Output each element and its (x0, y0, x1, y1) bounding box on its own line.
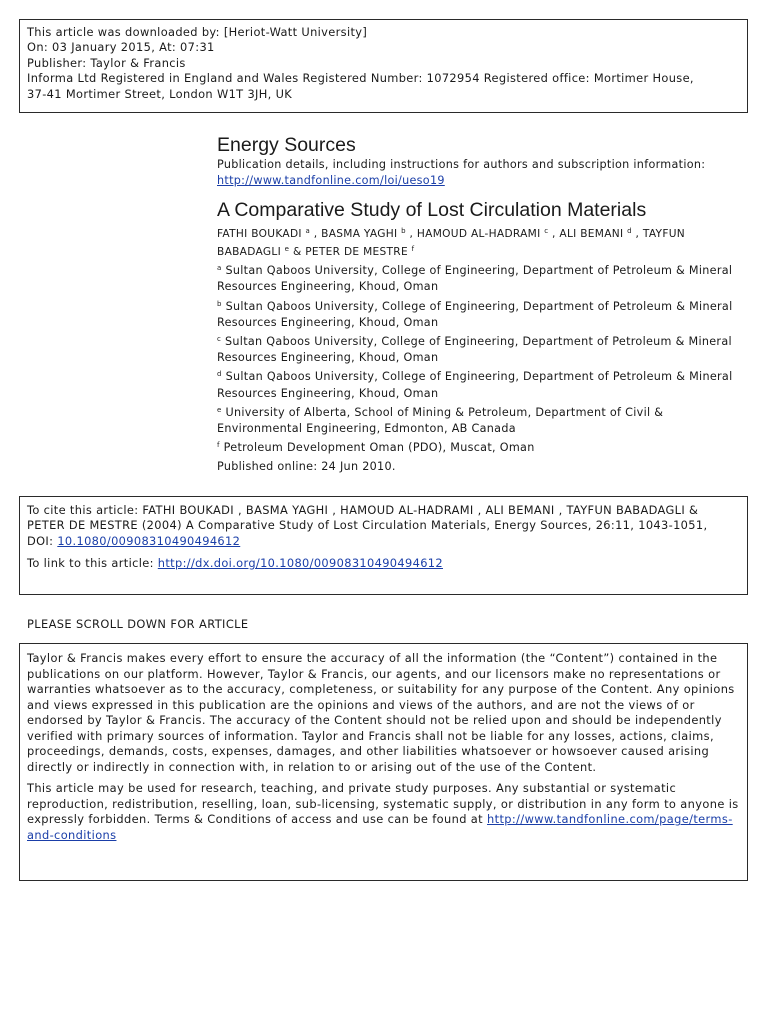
citation-box (19, 496, 748, 595)
affiliation-list (217, 263, 747, 456)
article-header (217, 133, 747, 475)
affiliation-item (217, 334, 747, 366)
terms-conditions-link[interactable]: http://www.tandfonline.com/page/terms-and-conditions (27, 812, 733, 843)
author-name: TAYFUN BABADAGLI (217, 228, 685, 259)
author-affiliation-marker: e (284, 245, 290, 254)
affiliation-text: Sultan Qaboos University, College of Engineering, Department of Petroleum & Mineral Resources Engineering, Khoud, Oman (217, 335, 732, 365)
author-name: HAMOUD AL-HADRAMI (416, 228, 541, 241)
disclaimer-box (19, 643, 748, 881)
author-name: BASMA YAGHI (321, 228, 398, 241)
article-title: A Comparative Study of Lost Circulation Materials (217, 199, 647, 222)
terms-text: This article may be used for research, teaching, and private study purposes. Any substantial or systematic reproduction, redistribution, reselling, loan, sub-licensing, systematic supply, or distribution in any form to anyone is expressly forbidden. Terms & Conditions of access and use can be found at (27, 781, 739, 827)
author-name: FATHI BOUKADI (217, 228, 302, 241)
affiliation-marker: c (217, 335, 222, 343)
affiliation-marker: d (217, 370, 222, 379)
download-line: This article was downloaded by: [Heriot-Watt University] (27, 25, 368, 39)
download-date: On: 03 January 2015, At: 07:31 (27, 40, 215, 55)
affiliation-text: Sultan Qaboos University, College of Engineering, Department of Petroleum & Mineral Resources Engineering, Khoud, Oman (217, 264, 733, 294)
published-date: Published online: 24 Jun 2010. (217, 460, 396, 474)
author-affiliation-marker: a (305, 227, 311, 236)
author-list (217, 225, 687, 261)
article-doi-url-link[interactable]: http://dx.doi.org/10.1080/00908310490494612 (157, 556, 443, 571)
author-affiliation-marker: f (411, 245, 415, 254)
cite-text: To cite this article: FATHI BOUKADI , BASMA YAGHI , HAMOUD AL-HADRAMI , ALI BEMANI , TAYFUN BABADAGLI & PETER DE MESTRE (2004) A Comparative Study of Lost Circulation Materials, Energy Sources, 26:11, 1043-1051, DOI: (27, 503, 708, 548)
author-affiliation-marker: d (627, 227, 632, 236)
affiliation-marker: b (217, 299, 222, 308)
author-name: PETER DE MESTRE (305, 246, 408, 259)
disclaimer-paragraph: Taylor & Francis makes every effort to ensure the accuracy of all the information (the “Content”) contained in the publications on our platform. However, Taylor & Francis, our agents, and our licensors make no representations or warranties whatsoever as to the accuracy, completeness, or suitability for any purpose of the Content. Any opinions and views expressed in this publication are the opinions and views of the authors, and are not the views of or endorsed by Taylor & Francis. The accuracy of the Content should not be relied upon and should be independently verified with primary sources of information. Taylor and Francis shall not be liable for any losses, actions, claims, proceedings, demands, costs, expenses, damages, and other liabilities whatsoever or howsoever caused arising directly or indirectly in connection with, in relation to or arising out of the use of the Content. (27, 651, 735, 774)
author-separator: , (405, 228, 417, 241)
affiliation-text: Sultan Qaboos University, College of Engineering, Department of Petroleum & Mineral Resources Engineering, Khoud, Oman (217, 299, 733, 329)
address-line: 37-41 Mortimer Street, London W1T 3JH, UK (27, 86, 293, 101)
publisher-line: Publisher: Taylor & Francis (27, 55, 186, 70)
doi-link[interactable]: 10.1080/00908310490494612 (57, 533, 241, 548)
affiliation-text: University of Alberta, School of Mining & Petroleum, Department of Civil & Environmental Engineering, Edmonton, AB Canada (217, 405, 664, 436)
affiliation-marker: f (217, 441, 220, 450)
registration-line: Informa Ltd Registered in England and Wales Registered Number: 1072954 Registered office: Mortimer House, (27, 71, 694, 86)
affiliation-marker: a (217, 264, 222, 273)
author-affiliation-marker: c (544, 227, 549, 236)
link-label: To link to this article: (27, 556, 154, 571)
affiliation-item (217, 263, 747, 295)
journal-url-link[interactable]: http://www.tandfonline.com/loi/ueso19 (217, 173, 445, 187)
author-name: ALI BEMANI (559, 228, 624, 241)
scroll-down-notice: PLEASE SCROLL DOWN FOR ARTICLE (27, 617, 249, 631)
author-separator: & (289, 246, 306, 259)
affiliation-item (217, 299, 747, 331)
journal-name: Energy Sources (217, 134, 356, 156)
download-info-box (19, 19, 748, 113)
author-separator: , (631, 228, 643, 241)
affiliation-marker: e (217, 405, 222, 414)
author-separator: , (310, 228, 322, 241)
terms-paragraph (27, 781, 739, 843)
affiliation-text: Petroleum Development Oman (PDO), Muscat, Oman (223, 441, 535, 455)
affiliation-text: Sultan Qaboos University, College of Engineering, Department of Petroleum & Mineral Resources Engineering, Khoud, Oman (217, 370, 733, 400)
publication-details: Publication details, including instructions for authors and subscription information: (217, 158, 706, 171)
affiliation-item (217, 440, 747, 456)
author-separator: , (548, 228, 560, 241)
affiliation-item (217, 369, 747, 401)
affiliation-item (217, 405, 747, 437)
author-affiliation-marker: b (401, 227, 406, 236)
